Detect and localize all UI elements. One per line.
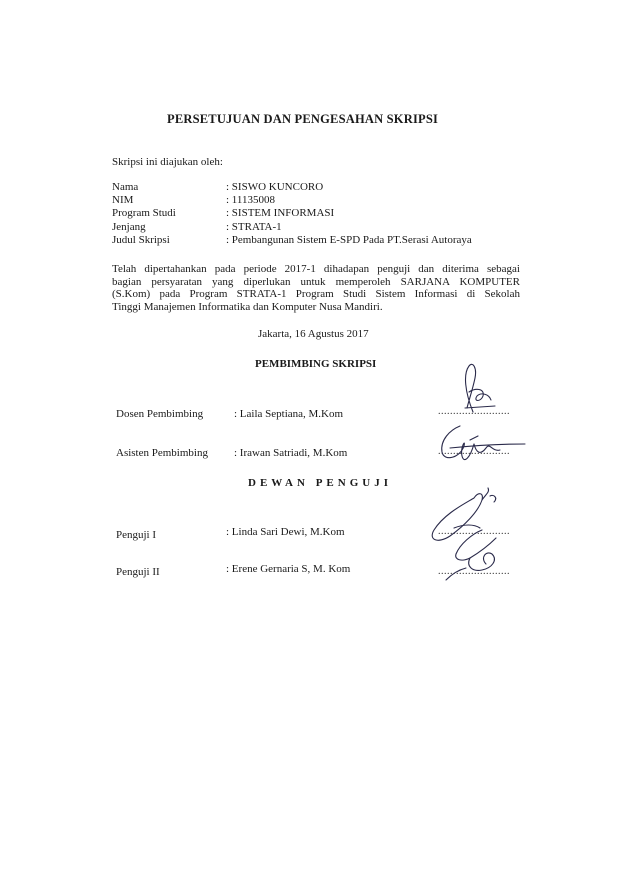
examiner-role-1: Penguji I — [116, 529, 157, 541]
approval-paragraph — [112, 263, 520, 313]
field-label-program-studi: Program Studi — [112, 207, 176, 219]
field-value-nama: : SISWO KUNCORO — [226, 181, 324, 193]
advisor-name-dosen: : Laila Septiana, M.Kom — [234, 408, 344, 420]
paragraph-line: bagian persyaratan yang diperlukan untuk memperoleh SARJANA KOMPUTER — [112, 275, 520, 288]
signature-advisor-2 — [430, 418, 530, 468]
advisor-role-dosen: Dosen Pembimbing — [116, 408, 204, 420]
advisor-name-asisten: : Irawan Satriadi, M.Kom — [234, 447, 348, 459]
field-value-judul: : Pembangunan Sistem E-SPD Pada PT.Serasi Autoraya — [226, 234, 472, 246]
field-label-judul: Judul Skripsi — [112, 234, 170, 246]
paragraph-line: Telah dipertahankan pada periode 2017-1 dihadapan penguji dan diterima sebagai — [112, 263, 520, 275]
examiner-name-1: : Linda Sari Dewi, M.Kom — [226, 526, 345, 538]
advisor-role-asisten: Asisten Pembimbing — [116, 447, 208, 459]
field-label-nim: NIM — [112, 194, 134, 206]
examiner-role-2: Penguji II — [116, 566, 160, 578]
paragraph-line: Tinggi Manajemen Informatika dan Komputer Nusa Mandiri. — [112, 300, 383, 313]
place-date: Jakarta, 16 Agustus 2017 — [258, 328, 369, 340]
paragraph-line: (S.Kom) pada Program STRATA-1 Program Studi Sistem Informasi di Sekolah — [112, 288, 520, 300]
examiner-name-2: : Erene Gernaria S, M. Kom — [226, 563, 351, 575]
advisors-heading: PEMBIMBING SKRIPSI — [255, 358, 377, 370]
signature-line: ........................ — [438, 566, 510, 577]
field-value-program-studi: : SISTEM INFORMASI — [226, 207, 335, 219]
signature-examiner-2 — [436, 524, 526, 584]
field-label-jenjang: Jenjang — [112, 221, 146, 233]
page-title: PERSETUJUAN DAN PENGESAHAN SKRIPSI — [167, 112, 439, 126]
examiners-heading: DEWAN PENGUJI — [248, 477, 392, 489]
field-label-nama: Nama — [112, 181, 139, 193]
field-value-nim: : 11135008 — [226, 194, 275, 206]
intro-text: Skripsi ini diajukan oleh: — [112, 156, 223, 168]
signature-line: ........................ — [438, 406, 510, 417]
signature-advisor-1 — [455, 362, 505, 417]
field-value-jenjang: : STRATA-1 — [226, 221, 282, 233]
signature-line: ........................ — [438, 526, 510, 537]
signature-line: ........................ — [438, 446, 510, 457]
